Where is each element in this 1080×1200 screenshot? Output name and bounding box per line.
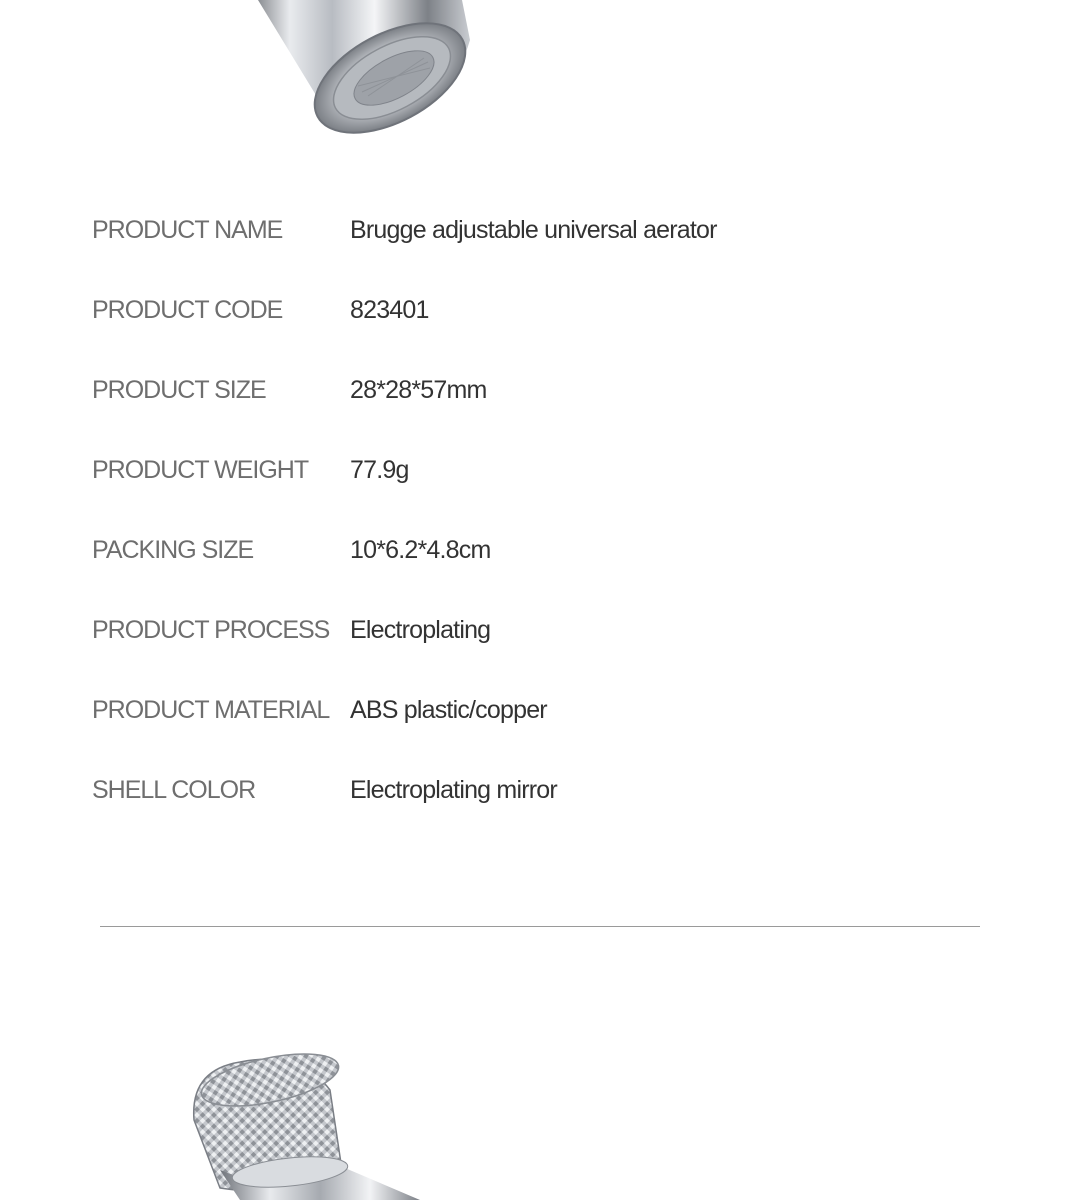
spec-row-product-material — [92, 670, 992, 750]
spec-value: 28*28*57mm — [350, 375, 487, 404]
spec-row-product-code — [92, 270, 992, 350]
spec-value: 823401 — [350, 295, 429, 324]
spec-value: Electroplating mirror — [350, 775, 557, 804]
spec-row-product-name — [92, 190, 992, 270]
spec-label: PRODUCT NAME — [92, 215, 283, 244]
spec-row-product-size — [92, 350, 992, 430]
spec-label: PACKING SIZE — [92, 535, 254, 564]
aerator-knurled-photo — [180, 1050, 440, 1200]
spec-label: PRODUCT WEIGHT — [92, 455, 309, 484]
spec-value: Brugge adjustable universal aerator — [350, 215, 717, 244]
spec-label: PRODUCT CODE — [92, 295, 283, 324]
spec-value: ABS plastic/copper — [350, 695, 547, 724]
spec-label: PRODUCT PROCESS — [92, 615, 330, 644]
spec-row-product-process — [92, 590, 992, 670]
spec-value: Electroplating — [350, 615, 491, 644]
spec-row-product-weight — [92, 430, 992, 510]
spec-value: 10*6.2*4.8cm — [350, 535, 491, 564]
spec-row-shell-color — [92, 750, 992, 830]
spec-table — [92, 190, 992, 830]
spec-label: PRODUCT SIZE — [92, 375, 266, 404]
section-divider — [100, 926, 980, 927]
spec-value: 77.9g — [350, 455, 409, 484]
aerator-front-photo — [240, 0, 490, 140]
spec-label: SHELL COLOR — [92, 775, 256, 804]
spec-label: PRODUCT MATERIAL — [92, 695, 330, 724]
spec-row-packing-size — [92, 510, 992, 590]
